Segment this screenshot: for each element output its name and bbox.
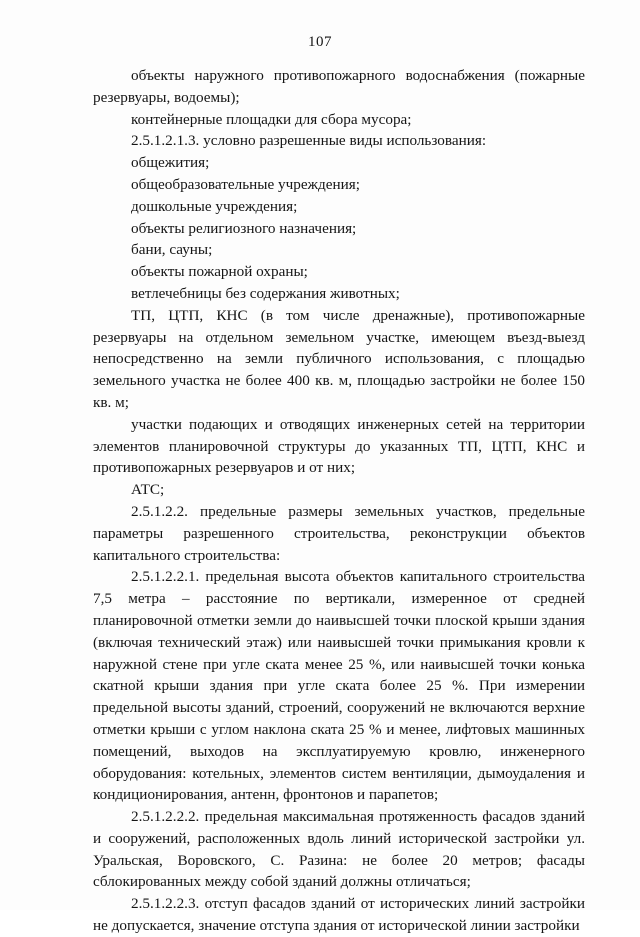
page-number: 107 — [308, 34, 332, 50]
paragraph: 2.5.1.2.1.3. условно разрешенные виды использования: — [131, 132, 487, 150]
paragraph: 2.5.1.2.2. предельные размеры земельных участков, предельные параметры разрешенного строительства, реконструкции объектов капитального строительства: — [93, 502, 585, 564]
paragraph: контейнерные площадки для сбора мусора; — [131, 110, 412, 128]
paragraph: ветлечебницы без содержания животных; — [131, 284, 400, 302]
paragraph: объекты пожарной охраны; — [131, 263, 308, 281]
paragraph: АТС; — [131, 481, 165, 499]
paragraph: общеобразовательные учреждения; — [131, 175, 360, 193]
paragraph: бани, сауны; — [131, 241, 213, 259]
paragraph: 2.5.1.2.2.2. предельная максимальная протяженность фасадов зданий и сооружений, расположенных вдоль линий исторической застройки ул. Уральская, Воровского, С. Разина: не более 20 метров; фасады сблокированных между собой зданий должны отличаться; — [93, 808, 585, 891]
paragraph: объекты наружного противопожарного водоснабжения (пожарные резервуары, водоемы); — [93, 67, 585, 106]
paragraph: общежития; — [131, 154, 210, 172]
paragraph: объекты религиозного назначения; — [131, 219, 357, 237]
paragraph: ТП, ЦТП, КНС (в том числе дренажные), противопожарные резервуары на отдельном земельном участке, имеющем въезд-выезд непосредственно на земли публичного использования, с площадью земельного участка не более 400 кв. м, площадью застройки не более 150 кв. м; — [93, 306, 585, 411]
document-body — [93, 65, 585, 937]
paragraph: 2.5.1.2.2.1. предельная высота объектов капитального строительства 7,5 метра – расстояние по вертикали, измеренное от средней планировочной отметки земли до наивысшей точки плоской крыши здания (включая технический этаж) или наивысшей точки примыкания кровли к наружной стене при угле ската менее 25 %, или наивысшей точки конька скатной крыши здания при угле ската более 25 %. При измерении предельной высоты зданий, строений, сооружений не включаются верхние отметки крыши с углом наклона ската 25 % и менее, лифтовых машинных помещений, выходов на эксплуатируемую кровлю, инженерного оборудования: котельных, элементов систем вентиляции, дымоудаления и кондиционирования, антенн, фронтонов и парапетов; — [93, 568, 585, 804]
paragraph: участки подающих и отводящих инженерных сетей на территории элементов планировочной структуры до указанных ТП, ЦТП, КНС и противопожарных резервуаров и от них; — [93, 415, 585, 477]
paragraph: дошкольные учреждения; — [131, 197, 298, 215]
paragraph: 2.5.1.2.2.3. отступ фасадов зданий от исторических линий застройки не допускается, значение отступа здания от исторической линии застройки — [93, 895, 585, 935]
